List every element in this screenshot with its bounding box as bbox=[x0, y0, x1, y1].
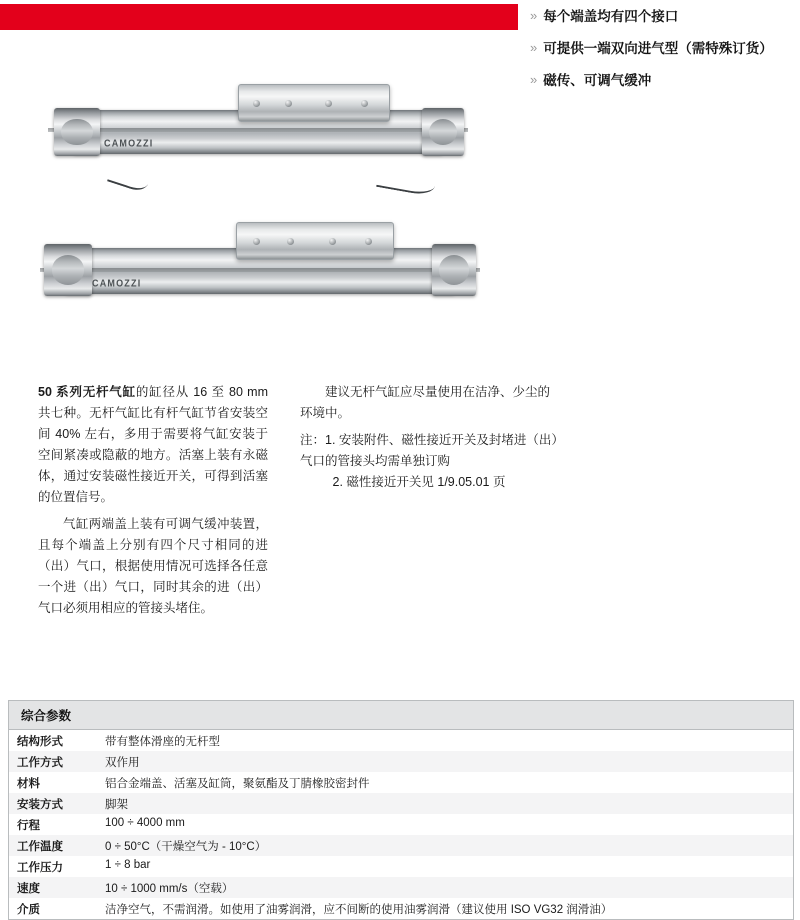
table-row bbox=[9, 730, 793, 751]
spec-value: 带有整体滑座的无杆型 bbox=[105, 735, 220, 748]
sensor-cable bbox=[107, 156, 153, 193]
spec-key: 工作压力 bbox=[17, 861, 63, 874]
sensor-cable bbox=[376, 159, 438, 197]
spec-value: 洁净空气，不需润滑。如使用了油雾润滑，应不间断的使用油雾润滑（建议使用 ISO VG32 润滑油） bbox=[105, 903, 613, 916]
spec-value: 铝合金端盖、活塞及缸筒，聚氨酯及丁腈橡胶密封件 bbox=[105, 777, 370, 790]
spec-key: 速度 bbox=[9, 877, 105, 898]
end-cap-left bbox=[54, 108, 100, 156]
table-row bbox=[9, 898, 793, 919]
paragraph-cushion: 气缸两端盖上装有可调气缓冲装置，且每个端盖上分别有四个尺寸相同的进（出）气口，根据使用情况可选择各任意一个进（出）气口，同时其余的进（出）气口必须用相应的管接头堵住。 bbox=[38, 517, 268, 615]
list-item bbox=[530, 38, 792, 59]
cylinder-slot bbox=[48, 128, 468, 132]
spec-key: 材料 bbox=[17, 777, 40, 790]
spec-key: 工作方式 bbox=[9, 751, 105, 772]
end-cap-right bbox=[422, 108, 464, 156]
brand-logo: CAMOZZI bbox=[92, 277, 142, 289]
chevron-right-icon: » bbox=[530, 72, 538, 87]
bullet-text: 可提供一端双向进气型（需特殊订货） bbox=[543, 41, 773, 56]
table-row bbox=[9, 793, 793, 814]
chevron-right-icon: » bbox=[530, 40, 538, 55]
note-item bbox=[300, 430, 560, 472]
rodless-cylinder-upper bbox=[48, 102, 468, 162]
spec-key: 行程 bbox=[17, 819, 40, 832]
note-list bbox=[300, 430, 560, 493]
spec-key: 工作温度 bbox=[9, 835, 105, 856]
cylinder-slot bbox=[40, 268, 480, 272]
spec-key: 安装方式 bbox=[9, 793, 105, 814]
table-row bbox=[9, 814, 793, 835]
note-label: 注： bbox=[300, 433, 326, 447]
rodless-cylinder-lower bbox=[40, 240, 480, 302]
spec-value: 脚架 bbox=[105, 793, 793, 814]
end-cap-right bbox=[432, 244, 476, 296]
spec-value: 10 ÷ 1000 mm/s（空载） bbox=[105, 877, 793, 898]
header-red-bar bbox=[0, 4, 518, 30]
description-column-right bbox=[300, 382, 560, 493]
spec-key: 介质 bbox=[17, 903, 40, 916]
paragraph-environment: 建议无杆气缸应尽量使用在洁净、少尘的环境中。 bbox=[300, 385, 551, 420]
feature-bullet-list bbox=[530, 6, 792, 102]
spec-key: 结构形式 bbox=[17, 735, 63, 748]
table-row bbox=[9, 856, 793, 877]
table-row bbox=[9, 751, 793, 772]
list-item bbox=[530, 70, 792, 91]
spec-value: 0 ÷ 50°C（干燥空气为 - 10°C） bbox=[105, 835, 793, 856]
spec-value: 100 ÷ 4000 mm bbox=[105, 816, 185, 829]
product-image bbox=[0, 60, 520, 370]
spec-value: 1 ÷ 8 bar bbox=[105, 858, 151, 871]
paragraph-intro: 50 系列无杆气缸的缸径从 16 至 80 mm 共七种。无杆气缸比有杆气缸节省安装空间 40% 左右，多用于需要将气缸安装于空间紧凑或隐蔽的地方。活塞上装有永磁体，通过安装磁性接近开关，可得到活塞的位置信号。 bbox=[38, 385, 268, 504]
carriage-slider bbox=[236, 222, 394, 260]
description-column-left bbox=[38, 382, 268, 625]
end-cap-left bbox=[44, 244, 92, 296]
spec-table-title: 综合参数 bbox=[9, 701, 793, 730]
note-text: 1. 安装附件、磁性接近开关及封堵进（出）气口的管接头均需单独订购 bbox=[300, 433, 558, 468]
carriage-slider bbox=[238, 84, 390, 122]
chevron-right-icon: » bbox=[530, 8, 538, 23]
bullet-text: 每个端盖均有四个接口 bbox=[543, 9, 679, 24]
table-row bbox=[9, 877, 793, 898]
table-row bbox=[9, 835, 793, 856]
list-item bbox=[530, 6, 792, 27]
brand-logo: CAMOZZI bbox=[104, 137, 154, 149]
spec-table-block bbox=[8, 700, 794, 920]
bullet-text: 磁传、可调气缓冲 bbox=[543, 73, 652, 88]
note-item: 2. 磁性接近开关见 1/9.05.01 页 bbox=[332, 475, 506, 489]
spec-table bbox=[9, 730, 793, 919]
spec-value: 双作用 bbox=[105, 751, 793, 772]
table-row bbox=[9, 772, 793, 793]
